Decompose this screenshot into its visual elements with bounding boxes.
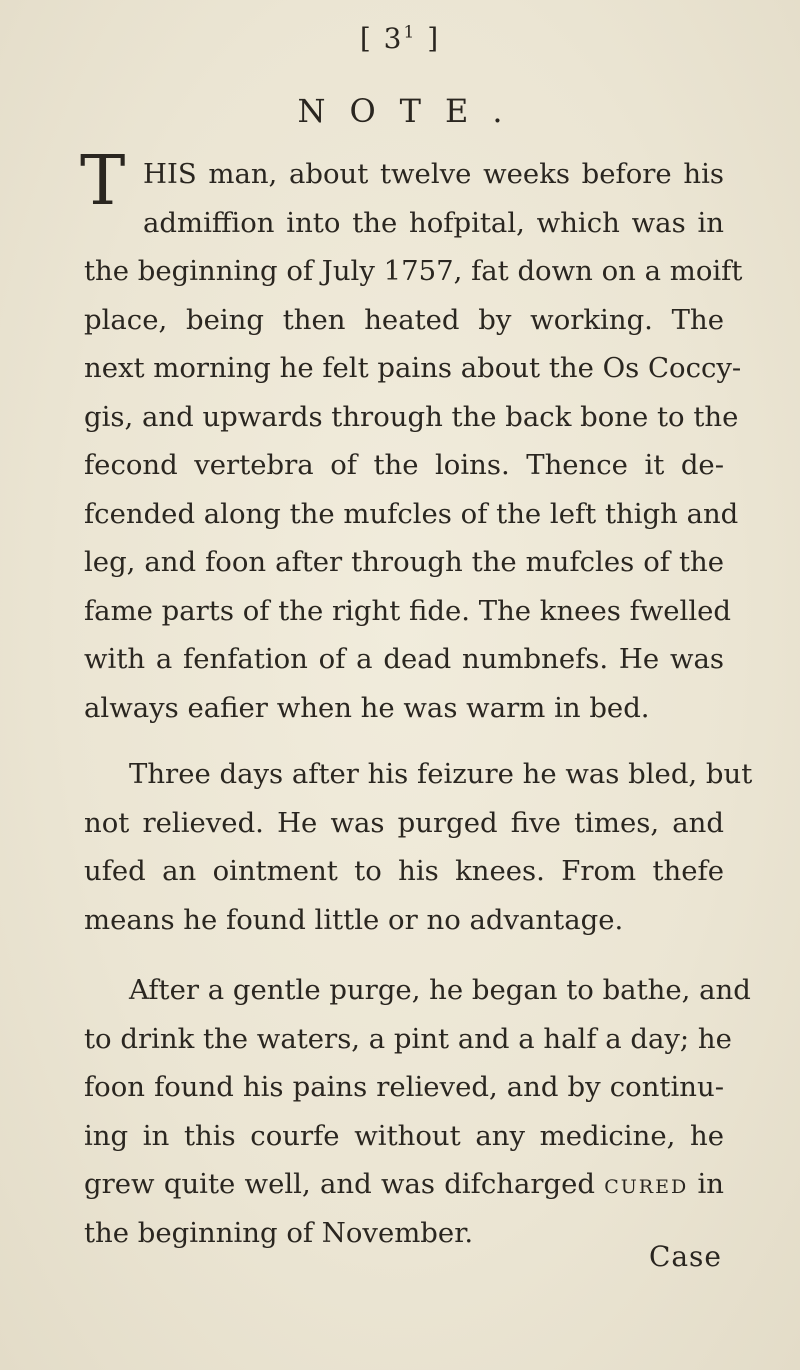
paragraph-1	[80, 142, 743, 732]
text-line: means he found little or no advantage.	[84, 903, 624, 936]
text-line: grew quite well, and was difcharged CURED in	[84, 1168, 724, 1200]
text-line: next morning he felt pains about the Os Coccy-	[84, 352, 742, 384]
text-line: ing in this courfe without any medicine, he	[84, 1119, 724, 1152]
text-line: the beginning of November.	[84, 1216, 474, 1249]
text-line: leg, and foon after through the mufcles of the	[84, 546, 724, 578]
page-number: 1	[403, 22, 417, 43]
drop-cap: T	[80, 142, 126, 221]
page-number-header: [ $3^1$ ]	[359, 22, 441, 55]
text-line: fame parts of the right fide. The knees fwelled	[84, 594, 732, 627]
text-line: HIS man, about twelve weeks before his	[143, 158, 724, 190]
paragraph-2	[84, 750, 753, 944]
text-line: Three days after his feizure he was bled, but	[129, 758, 753, 790]
text-line: gis, and upwards through the back bone to the	[84, 400, 739, 433]
paragraph-gap	[84, 944, 724, 966]
text-line: always eafier when he was warm in bed.	[84, 691, 650, 724]
text-line: not relieved. He was purged five times, and	[84, 806, 724, 839]
note-title: NOTE.	[297, 92, 527, 130]
text-line: the beginning of July 1757, fat down on a moift	[84, 255, 743, 287]
text-line: After a gentle purge, he began to bathe, and	[129, 974, 751, 1006]
text-line: fcended along the mufcles of the left thigh and	[84, 497, 739, 530]
text-line: fecond vertebra of the loins. Thence it de-	[84, 449, 724, 481]
small-caps-word: CURED	[604, 1176, 689, 1198]
text-line: to drink the waters, a pint and a half a day; he	[84, 1022, 732, 1055]
paragraph-gap	[84, 732, 724, 750]
text-body	[80, 142, 753, 1257]
text-line: foon found his pains relieved, and by continu-	[84, 1071, 724, 1103]
text-line: admiffion into the hofpital, which was in	[143, 206, 724, 239]
paragraph-3	[84, 966, 751, 1257]
text-line: with a fenfation of a dead numbnefs. He was	[84, 643, 724, 675]
catchword: Case	[648, 1240, 722, 1273]
text-line: ufed an ointment to his knees. From thefe	[84, 855, 724, 887]
text-line: place, being then heated by working. The	[84, 303, 724, 336]
